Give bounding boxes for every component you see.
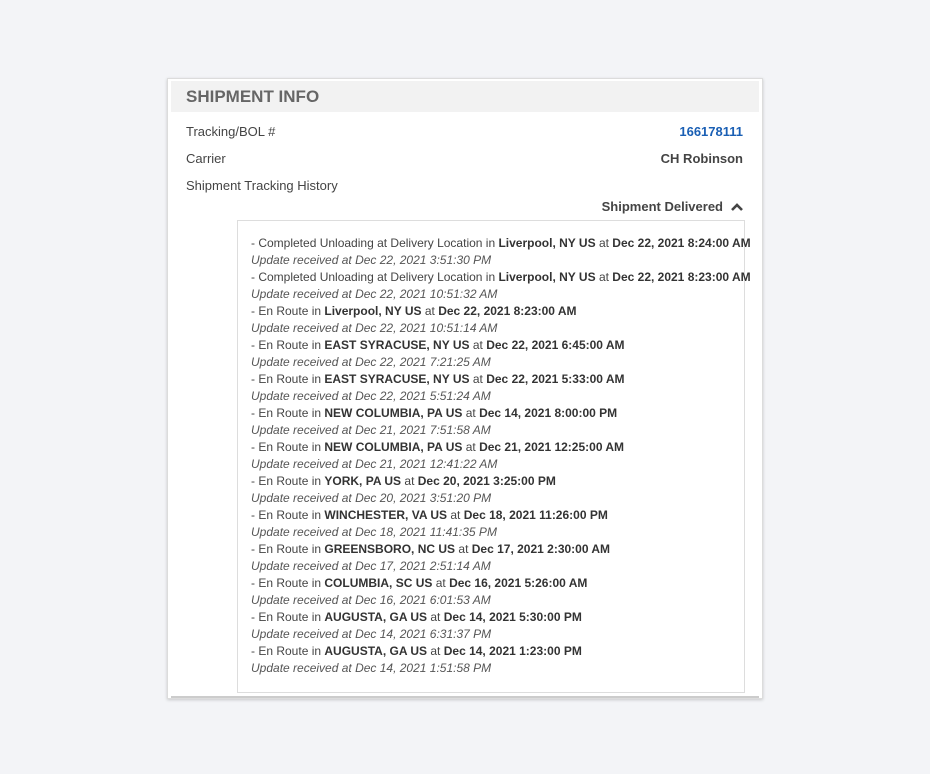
history-event xyxy=(251,303,744,320)
tracking-label: Tracking/BOL # xyxy=(186,124,276,139)
event-description: - En Route in xyxy=(251,440,325,454)
event-location: COLUMBIA, SC US xyxy=(324,576,433,590)
event-time: Dec 18, 2021 11:26:00 PM xyxy=(463,508,608,522)
carrier-value: CH Robinson xyxy=(660,151,743,166)
card-header xyxy=(171,81,759,112)
event-update-received: Update received at Dec 22, 2021 5:51:24 AM xyxy=(251,389,491,403)
event-at: at xyxy=(427,644,444,658)
event-description: - En Route in xyxy=(251,576,325,590)
event-time: Dec 20, 2021 3:25:00 PM xyxy=(417,474,556,488)
event-time: Dec 16, 2021 5:26:00 AM xyxy=(449,576,588,590)
history-event xyxy=(251,473,744,490)
event-at: at xyxy=(447,508,464,522)
event-at: at xyxy=(595,270,613,284)
event-time: Dec 21, 2021 12:25:00 AM xyxy=(479,440,625,454)
event-update-received: Update received at Dec 22, 2021 7:21:25 AM xyxy=(251,355,491,369)
event-at: at xyxy=(455,542,472,556)
event-description: - En Route in xyxy=(251,372,325,386)
event-location: EAST SYRACUSE, NY US xyxy=(324,372,470,386)
event-location: Liverpool, NY US xyxy=(498,270,596,284)
event-time: Dec 17, 2021 2:30:00 AM xyxy=(471,542,611,556)
event-at: at xyxy=(427,610,444,624)
event-location: WINCHESTER, VA US xyxy=(324,508,448,522)
history-row xyxy=(186,178,743,193)
event-description: - En Route in xyxy=(251,304,325,318)
event-update-received: Update received at Dec 22, 2021 10:51:32 AM xyxy=(251,287,498,301)
history-toggle[interactable] xyxy=(602,199,743,214)
event-time: Dec 14, 2021 5:30:00 PM xyxy=(443,610,582,624)
event-time: Dec 22, 2021 8:24:00 AM xyxy=(612,236,751,250)
history-event xyxy=(251,405,744,422)
event-description: - En Route in xyxy=(251,406,325,420)
history-event xyxy=(251,643,744,660)
event-update-received: Update received at Dec 22, 2021 10:51:14 AM xyxy=(251,321,498,335)
event-at: at xyxy=(401,474,418,488)
event-update-received: Update received at Dec 22, 2021 3:51:30 PM xyxy=(251,253,492,267)
event-time: Dec 14, 2021 8:00:00 PM xyxy=(479,406,618,420)
history-event xyxy=(251,541,744,558)
tracking-history-list xyxy=(237,220,751,693)
event-location: AUGUSTA, GA US xyxy=(324,610,428,624)
event-description: - En Route in xyxy=(251,338,325,352)
event-at: at xyxy=(432,576,450,590)
event-time: Dec 22, 2021 5:33:00 AM xyxy=(486,372,625,386)
event-location: EAST SYRACUSE, NY US xyxy=(324,338,470,352)
event-update-received: Update received at Dec 21, 2021 12:41:22 AM xyxy=(251,457,498,471)
event-location: Liverpool, NY US xyxy=(498,236,596,250)
event-time: Dec 14, 2021 1:23:00 PM xyxy=(443,644,582,658)
event-location: YORK, PA US xyxy=(324,474,402,488)
event-description: - En Route in xyxy=(251,644,325,658)
history-event xyxy=(251,507,744,524)
history-event xyxy=(251,439,744,456)
event-time: Dec 22, 2021 8:23:00 AM xyxy=(438,304,577,318)
event-update-received: Update received at Dec 14, 2021 6:31:37 PM xyxy=(251,627,492,641)
event-update-received: Update received at Dec 14, 2021 1:51:58 PM xyxy=(251,661,492,675)
history-event xyxy=(251,235,751,252)
history-label: Shipment Tracking History xyxy=(186,178,338,193)
event-update-received: Update received at Dec 17, 2021 2:51:14 AM xyxy=(251,559,491,573)
event-at: at xyxy=(462,440,480,454)
history-event xyxy=(251,609,744,626)
history-event xyxy=(251,337,744,354)
event-description: - En Route in xyxy=(251,542,325,556)
event-update-received: Update received at Dec 16, 2021 6:01:53 AM xyxy=(251,593,491,607)
history-status: Shipment Delivered xyxy=(601,199,723,214)
event-update-received: Update received at Dec 20, 2021 3:51:20 PM xyxy=(251,491,492,505)
history-event xyxy=(251,371,744,388)
chevron-up-icon xyxy=(731,202,743,212)
event-description: - En Route in xyxy=(251,610,325,624)
event-location: NEW COLUMBIA, PA US xyxy=(324,440,463,454)
history-event xyxy=(251,575,744,592)
event-time: Dec 22, 2021 8:23:00 AM xyxy=(612,270,751,284)
event-at: at xyxy=(421,304,439,318)
event-description: - En Route in xyxy=(251,508,325,522)
event-location: NEW COLUMBIA, PA US xyxy=(324,406,463,420)
event-time: Dec 22, 2021 6:45:00 AM xyxy=(486,338,625,352)
event-location: AUGUSTA, GA US xyxy=(324,644,428,658)
card-bottom-divider xyxy=(171,696,759,698)
tracking-number-link[interactable]: 166178111 xyxy=(679,124,743,139)
event-at: at xyxy=(595,236,613,250)
event-description: - En Route in xyxy=(251,474,325,488)
event-description: - Completed Unloading at Delivery Location in xyxy=(251,270,499,284)
event-at: at xyxy=(462,406,480,420)
carrier-label: Carrier xyxy=(186,151,226,166)
event-at: at xyxy=(469,338,487,352)
tracking-row xyxy=(186,124,743,139)
card-title: SHIPMENT INFO xyxy=(186,87,320,106)
history-event xyxy=(251,269,751,286)
event-description: - Completed Unloading at Delivery Location in xyxy=(251,236,499,250)
shipment-info-card xyxy=(167,78,763,699)
event-at: at xyxy=(469,372,487,386)
event-location: Liverpool, NY US xyxy=(324,304,422,318)
event-update-received: Update received at Dec 21, 2021 7:51:58 AM xyxy=(251,423,491,437)
event-update-received: Update received at Dec 18, 2021 11:41:35 PM xyxy=(251,525,497,539)
event-location: GREENSBORO, NC US xyxy=(324,542,456,556)
carrier-row xyxy=(186,151,743,166)
